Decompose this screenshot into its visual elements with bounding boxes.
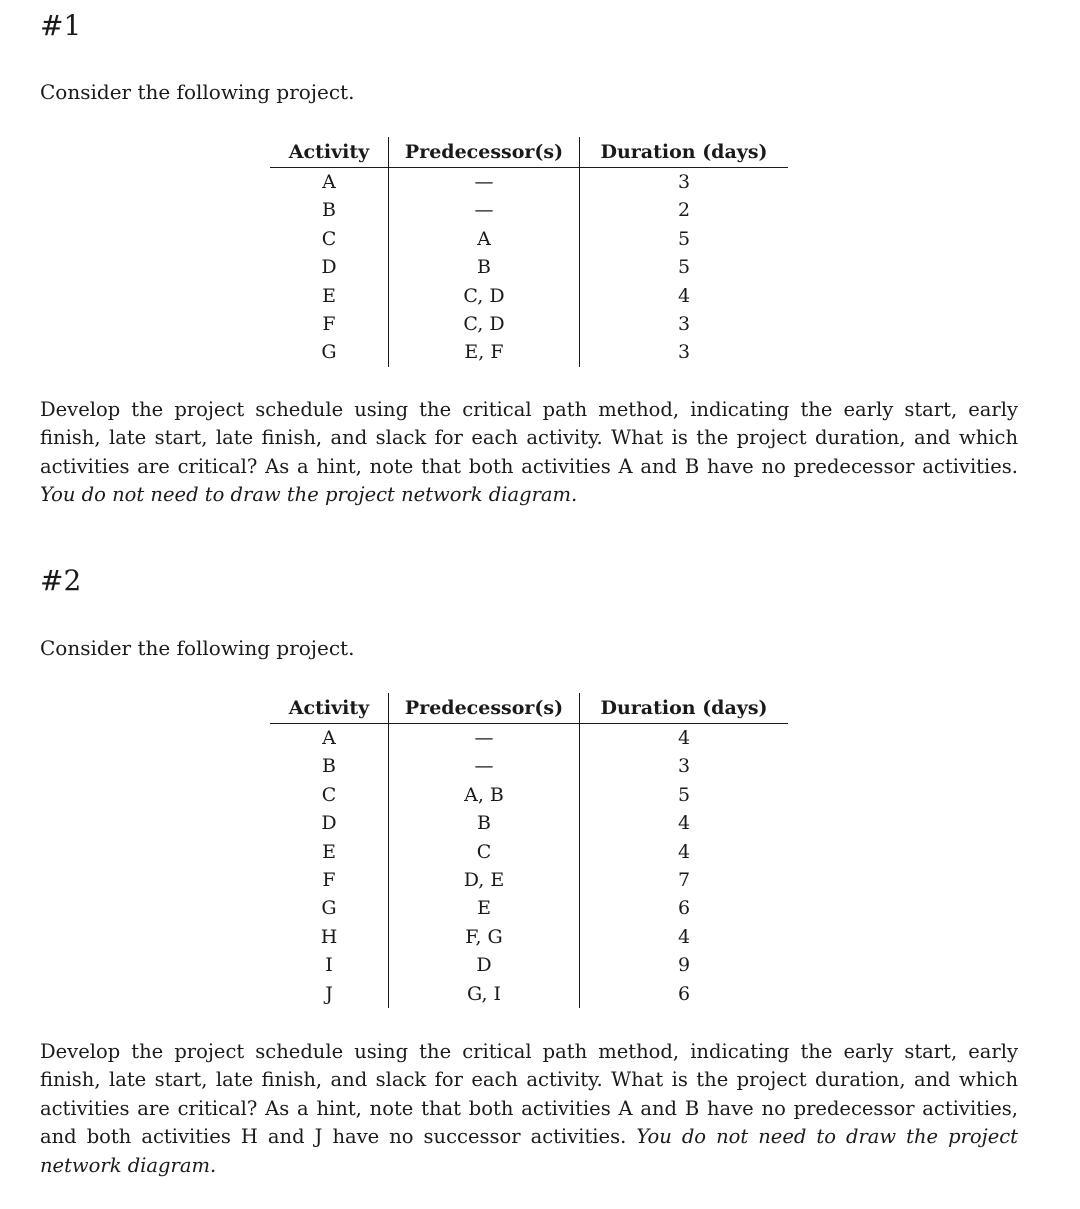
activity-cell: J	[325, 982, 333, 1005]
problem-2-intro: Consider the following project.	[40, 636, 355, 660]
activity-cell: C	[321, 227, 337, 250]
table-row	[270, 724, 788, 753]
predecessors-cell: —	[389, 168, 580, 197]
table-row	[270, 282, 788, 310]
activity-cell: G	[321, 341, 337, 364]
table-row	[270, 980, 788, 1008]
problem-1-heading: #1	[40, 9, 82, 42]
table-row	[270, 894, 788, 922]
predecessors-cell: F, G	[389, 923, 580, 951]
table-header-row	[270, 693, 788, 724]
duration-cell: 3	[580, 168, 789, 197]
column-header-activity: Activity	[270, 137, 389, 168]
duration-cell: 4	[580, 724, 789, 753]
table-row	[270, 951, 788, 979]
duration-cell: 4	[580, 282, 789, 310]
problem-2-question	[40, 1038, 1018, 1180]
column-header-predecessors: Predecessor(s)	[389, 137, 580, 168]
table-row	[270, 168, 788, 197]
problem-1-intro: Consider the following project.	[40, 80, 355, 104]
column-header-activity: Activity	[270, 693, 389, 724]
table-row	[270, 752, 788, 780]
activity-cell: D	[321, 812, 337, 835]
duration-cell: 5	[580, 781, 789, 809]
table-row	[270, 225, 788, 253]
predecessors-cell: C, D	[389, 282, 580, 310]
problem-2-question-text: Develop the project schedule using the critical path method, indicating the early start, early finish, late start, late finish, and slack for each activity. What is the project duration, and which activities are critical? As a hint, note that both activities A and B have no predecessor activities, and both activities H and J have no successor activities.	[40, 1040, 1018, 1149]
activity-cell: B	[322, 199, 336, 222]
activity-cell: A	[322, 171, 336, 193]
activity-cell: F	[322, 313, 336, 336]
problem-1-note: You do not need to draw the project network diagram.	[40, 483, 578, 507]
activity-cell: C	[321, 783, 337, 806]
duration-cell: 3	[580, 310, 789, 338]
problem-1-table	[270, 137, 788, 367]
table-row	[270, 310, 788, 338]
problem-1-question-text: Develop the project schedule using the critical path method, indicating the early start, early finish, late start, late finish, and slack for each activity. What is the project duration, and which activities are critical? As a hint, note that both activities A and B have no predecessor activities.	[40, 398, 1018, 478]
duration-cell: 2	[580, 196, 789, 224]
predecessors-cell: E, F	[389, 338, 580, 366]
duration-cell: 6	[580, 980, 789, 1008]
duration-cell: 9	[580, 951, 789, 979]
table-row	[270, 253, 788, 281]
activity-cell: E	[322, 840, 336, 863]
activity-cell: G	[321, 897, 337, 920]
problem-2-heading: #2	[40, 564, 82, 597]
predecessors-cell: C	[389, 838, 580, 866]
activity-cell: B	[322, 755, 336, 778]
table-row	[270, 196, 788, 224]
duration-cell: 4	[580, 838, 789, 866]
predecessors-cell: —	[389, 752, 580, 780]
problem-2-note: You do not need to draw the project network diagram.	[40, 1125, 1018, 1177]
predecessors-cell: —	[389, 724, 580, 753]
activity-cell: F	[322, 869, 336, 892]
duration-cell: 3	[580, 338, 789, 366]
duration-cell: 7	[580, 866, 789, 894]
table-row	[270, 809, 788, 837]
problem-2-table	[270, 693, 788, 1008]
table-header-row	[270, 137, 788, 168]
predecessors-cell: D, E	[389, 866, 580, 894]
predecessors-cell: A	[389, 225, 580, 253]
duration-cell: 4	[580, 809, 789, 837]
activity-cell: H	[320, 925, 338, 948]
duration-cell: 6	[580, 894, 789, 922]
activity-cell: D	[321, 256, 337, 279]
predecessors-cell: B	[389, 809, 580, 837]
table-row	[270, 838, 788, 866]
activity-cell: A	[322, 727, 336, 749]
duration-cell: 5	[580, 253, 789, 281]
problem-1-question	[40, 396, 1018, 510]
predecessors-cell: A, B	[389, 781, 580, 809]
column-header-predecessors: Predecessor(s)	[389, 693, 580, 724]
table-row	[270, 866, 788, 894]
predecessors-cell: —	[389, 196, 580, 224]
predecessors-cell: B	[389, 253, 580, 281]
predecessors-cell: D	[389, 951, 580, 979]
table-row	[270, 338, 788, 366]
duration-cell: 5	[580, 225, 789, 253]
duration-cell: 3	[580, 752, 789, 780]
activity-cell: E	[322, 284, 336, 307]
table-row	[270, 923, 788, 951]
column-header-duration: Duration (days)	[580, 693, 789, 724]
activity-cell: I	[325, 954, 333, 977]
duration-cell: 4	[580, 923, 789, 951]
predecessors-cell: C, D	[389, 310, 580, 338]
table-row	[270, 781, 788, 809]
predecessors-cell: G, I	[389, 980, 580, 1008]
column-header-duration: Duration (days)	[580, 137, 789, 168]
predecessors-cell: E	[389, 894, 580, 922]
